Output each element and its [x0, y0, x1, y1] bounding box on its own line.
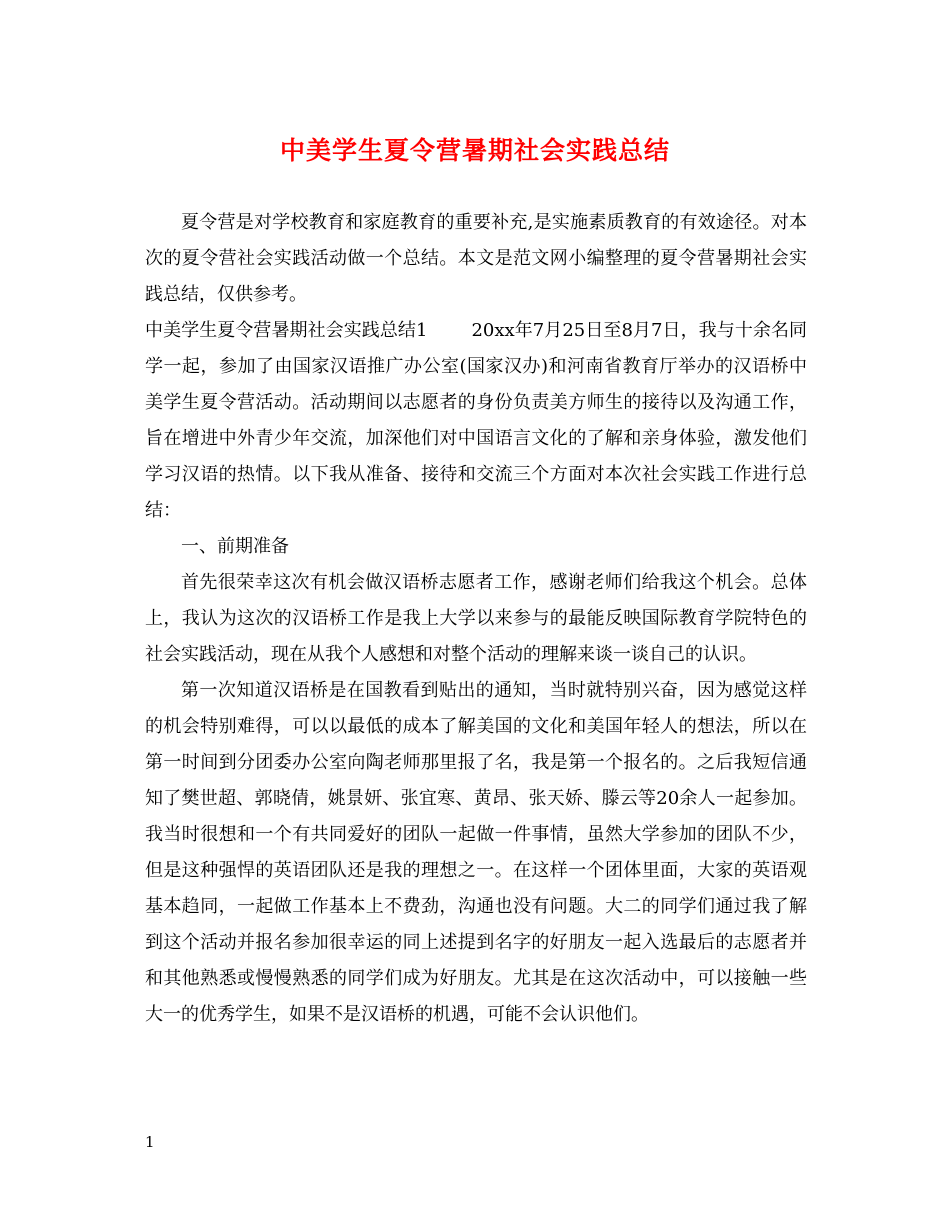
document-body	[145, 205, 807, 1033]
body-paragraph-1: 首先很荣幸这次有机会做汉语桥志愿者工作，感谢老师们给我这个机会。总体上，我认为这次的汉语桥工作是我上大学以来参与的最能反映国际教育学院特色的社会实践活动，现在从我个人感想和对整个活动的理解来谈一谈自己的认识。	[145, 572, 807, 665]
section-label: 中美学生夏令营暑期社会实践总结1	[145, 320, 428, 341]
intro-paragraph: 夏令营是对学校教育和家庭教育的重要补充,是实施素质教育的有效途径。对本次的夏令营社会实践活动做一个总结。本文是范文网小编整理的夏令营暑期社会实践总结，仅供参考。	[145, 212, 807, 305]
section-paragraph	[145, 313, 807, 529]
body-paragraph-2: 第一次知道汉语桥是在国教看到贴出的通知，当时就特别兴奋，因为感觉这样的机会特别难得，可以以最低的成本了解美国的文化和美国年轻人的想法，所以在第一时间到分团委办公室向陶老师那里报了名，我是第一个报名的。之后我短信通知了樊世超、郭晓倩，姚景妍、张宜寒、黄昂、张天娇、滕云等20余人一起参加。我当时很想和一个有共同爱好的团队一起做一件事情，虽然大学参加的团队不少，但是这种强悍的英语团队还是我的理想之一。在这样一个团体里面，大家的英语观基本趋同，一起做工作基本上不费劲，沟通也没有问题。大二的同学们通过我了解到这个活动并报名参加很幸运的同上述提到名字的好朋友一起入选最后的志愿者并和其他熟悉或慢慢熟悉的同学们成为好朋友。尤其是在这次活动中，可以接触一些大一的优秀学生，如果不是汉语桥的机遇，可能不会认识他们。	[145, 680, 807, 1025]
section-text: 20xx年7月25日至8月7日，我与十余名同学一起，参加了由国家汉语推广办公室(国家汉办)和河南省教育厅举办的汉语桥中美学生夏令营活动。活动期间以志愿者的身份负责美方师生的接待以及沟通工作，旨在增进中外青少年交流，加深他们对中国语言文化的了解和亲身体验，激发他们学习汉语的热情。以下我从准备、接待和交流三个方面对本次社会实践工作进行总结：	[145, 320, 808, 521]
section-heading: 一、前期准备	[181, 536, 289, 557]
document-title: 中美学生夏令营暑期社会实践总结	[279, 136, 670, 165]
page-number: 1	[145, 1133, 155, 1151]
